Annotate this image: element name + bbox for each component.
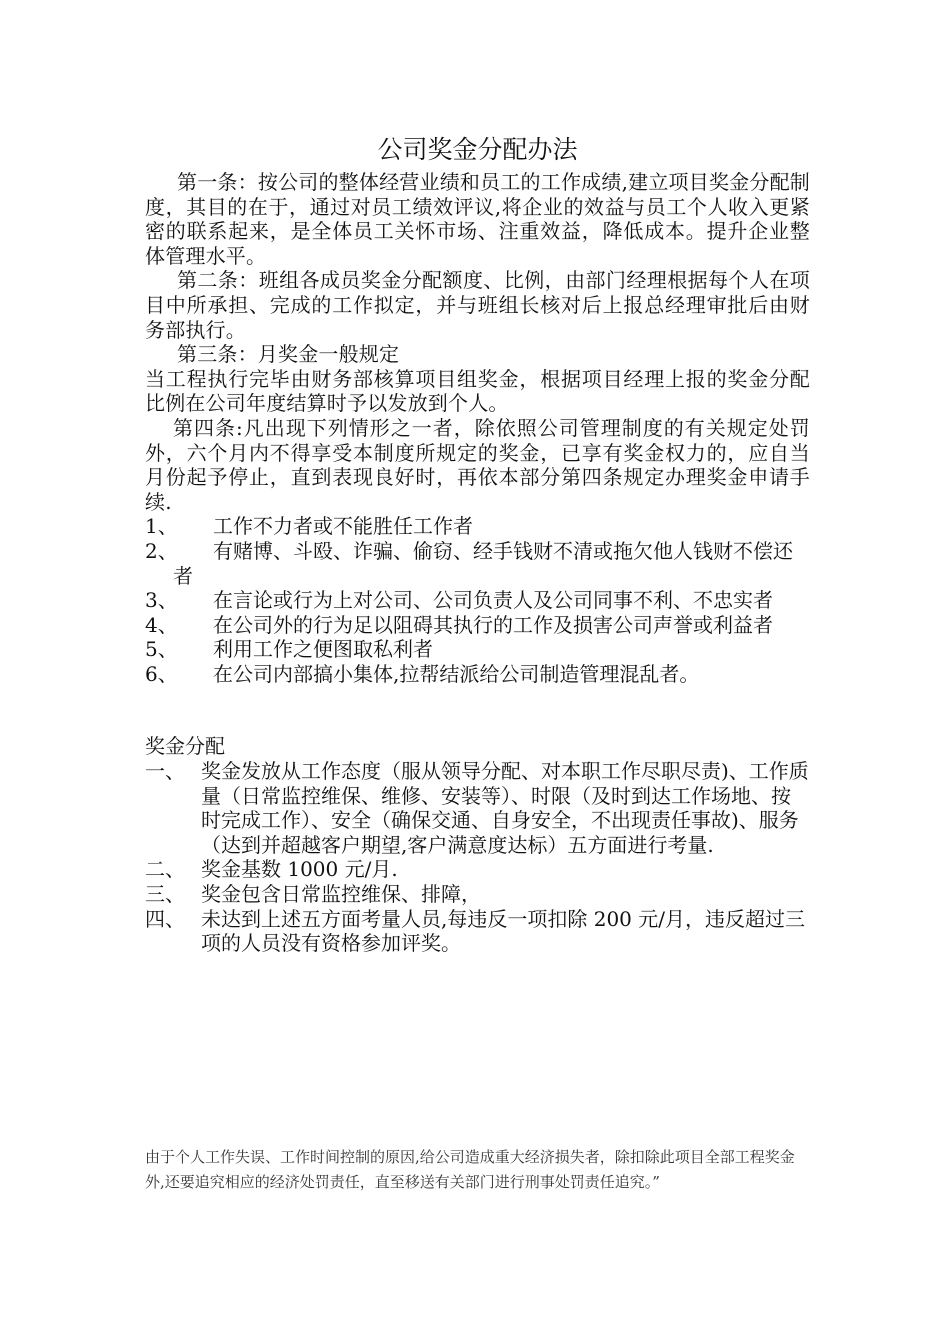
list-item <box>145 613 810 638</box>
list-item <box>145 857 810 882</box>
list-item <box>145 907 810 956</box>
list-item-number: 三、 <box>145 882 185 907</box>
footnote: 由于个人工作失误、工作时间控制的原因,给公司造成重大经济损失者，除扣除此项目全部工程奖金外,还要追究相应的经济处罚责任，直至移送有关部门进行刑事处罚责任追究。” <box>145 1148 795 1191</box>
list-item-text: 利用工作之便图取私利者 <box>213 637 433 662</box>
bonus-item-list <box>145 759 810 956</box>
section-title: 奖金分配 <box>145 734 225 759</box>
penalty-case-list <box>145 514 810 686</box>
list-item-number: 3、 <box>145 588 178 613</box>
article-1: 第一条：按公司的整体经营业绩和员工的工作成绩,建立项目奖金分配制度，其目的在于，通过对员工绩效评议,将企业的效益与员工个人收入更紧密的联系起来，是全体员工关怀市场、注重效益，降低成本。提升企业整体管理水平。 <box>145 170 810 268</box>
section-spacer <box>145 686 810 734</box>
list-item-number: 1、 <box>145 514 178 539</box>
list-item <box>145 882 810 907</box>
list-item-text: 奖金发放从工作态度（服从领导分配、对本职工作尽职尽责)、工作质量（日常监控维保、维修、安装等）、时限（及时到达工作场地、按时完成工作）、安全（确保交通、自身安全，不出现责任事故)、服务（达到并超越客户期望,客户满意度达标）五方面进行考量. <box>201 759 809 857</box>
list-item-text: 未达到上述五方面考量人员,每违反一项扣除 200 元/月，违反超过三项的人员没有资格参加评奖。 <box>201 906 805 956</box>
list-item <box>145 637 810 662</box>
document-page <box>145 130 810 956</box>
list-item-text: 有赌博、斗殴、诈骗、偷窃、经手钱财不清或拖欠他人钱财不偿还者 <box>173 538 793 588</box>
list-item-number: 2、 <box>145 538 178 563</box>
article-2: 第二条：班组各成员奖金分配额度、比例，由部门经理根据每个人在项目中所承担、完成的工作拟定，并与班组长核对后上报总经理审批后由财务部执行。 <box>145 268 810 342</box>
list-item-text: 工作不力者或不能胜任工作者 <box>213 514 473 539</box>
list-item <box>145 662 810 687</box>
list-item <box>145 759 810 857</box>
list-item-number: 二、 <box>145 857 185 882</box>
list-item <box>145 514 810 539</box>
list-item-number: 5、 <box>145 637 178 662</box>
list-item-text: 在言论或行为上对公司、公司负责人及公司同事不利、不忠实者 <box>213 588 773 613</box>
list-item <box>145 588 810 613</box>
article-3-body: 当工程执行完毕由财务部核算项目组奖金，根据项目经理上报的奖金分配比例在公司年度结算时予以发放到个人。 <box>145 366 810 416</box>
list-item-number: 四、 <box>145 906 185 931</box>
list-item-number: 一、 <box>145 759 185 784</box>
list-item-number: 4、 <box>145 612 178 637</box>
list-item-text: 在公司外的行为足以阻碍其执行的工作及损害公司声誉或利益者 <box>213 612 773 637</box>
list-item-text: 奖金包含日常监控维保、排障， <box>201 882 481 907</box>
list-item-text: 奖金基数 1000 元/月. <box>201 857 398 882</box>
article-3-title: 第三条：月奖金一般规定 <box>177 342 400 367</box>
list-item <box>145 539 810 588</box>
article-4: 第四条:凡出现下列情形之一者，除依照公司管理制度的有关规定处罚外，六个月内不得享受本制度所规定的奖金，已享有奖金权力的，应自当月份起予停止，直到表现良好时，再依本部分第四条规定办理奖金申请手续. <box>145 415 810 514</box>
document-title: 公司奖金分配办法 <box>377 135 578 164</box>
list-item-number: 6、 <box>145 661 178 686</box>
list-item-text: 在公司内部搞小集体,拉帮结派给公司制造管理混乱者。 <box>213 661 700 686</box>
